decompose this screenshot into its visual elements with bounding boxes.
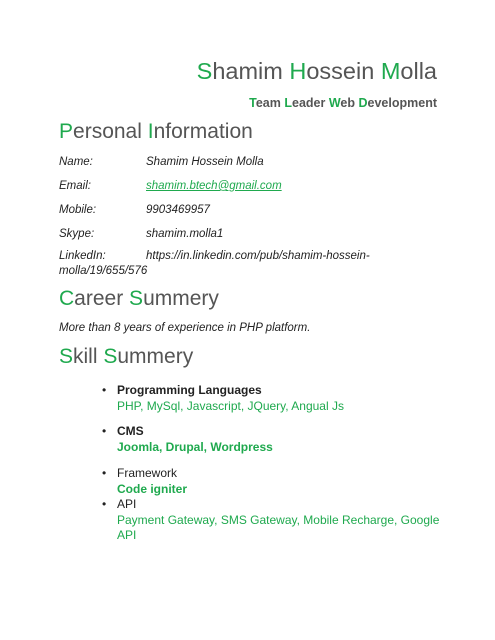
email-value	[146, 180, 282, 192]
name-label: Name:	[59, 156, 93, 168]
email-link[interactable]: shamim.btech@gmail.com	[146, 180, 282, 192]
mobile-label: Mobile:	[59, 204, 97, 216]
skill-item	[102, 497, 445, 544]
skill-title: Programming Languages	[117, 383, 262, 397]
skype-label: Skype:	[59, 228, 95, 240]
skill-title: API	[117, 497, 137, 511]
email-label: Email:	[59, 180, 91, 192]
personal-information-heading: Personal Information	[59, 120, 253, 143]
skype-value: shamim.molla1	[146, 228, 224, 240]
linkedin-label: LinkedIn:	[59, 250, 106, 262]
mobile-value: 9903469957	[146, 204, 210, 216]
resume-name: Shamim Hossein Molla	[196, 58, 437, 84]
linkedin-value: https://in.linkedin.com/pub/shamim-hossein-	[146, 250, 370, 262]
skill-detail: Payment Gateway, SMS Gateway, Mobile Recharge, Google API	[117, 512, 440, 542]
skill-detail: Joomla, Drupal, Wordpress	[117, 439, 273, 454]
skill-title: CMS	[117, 424, 144, 438]
skill-item	[102, 424, 445, 455]
skill-summary-heading: Skill Summery	[59, 345, 194, 368]
bullet-icon: •	[102, 466, 107, 480]
career-summary-heading: Career Summery	[59, 287, 219, 310]
skill-title: Framework	[117, 466, 178, 480]
skill-detail: PHP, MySql, Javascript, JQuery, Angual Js	[117, 398, 344, 413]
skill-item	[102, 466, 445, 497]
skill-detail: Code igniter	[117, 481, 188, 496]
bullet-icon: •	[102, 497, 107, 511]
bullet-icon: •	[102, 383, 107, 397]
job-title: Team Leader Web Development	[249, 96, 437, 110]
skill-item	[102, 383, 445, 414]
name-value: Shamim Hossein Molla	[146, 156, 264, 168]
linkedin-value-continuation: molla/19/655/576	[59, 265, 148, 277]
career-summary-text: More than 8 years of experience in PHP platform.	[59, 322, 311, 334]
bullet-icon: •	[102, 424, 107, 438]
